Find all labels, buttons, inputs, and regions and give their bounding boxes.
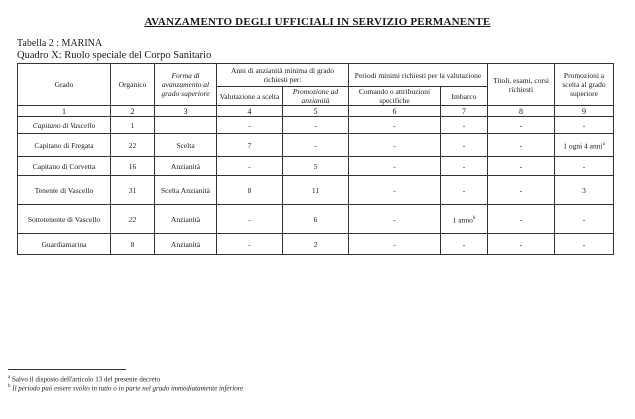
table-row	[18, 205, 614, 234]
footnote-b-text: Il periodo può essere svolto in tutto o in parte nel grado immediatamente inferiore	[12, 384, 244, 393]
organico-cell: 31	[111, 176, 155, 205]
promozione-cell: 6	[283, 205, 349, 234]
column-number: 5	[283, 106, 349, 117]
valutazione-cell: 7	[217, 134, 283, 157]
forma-cell: Scelta Anzianità	[155, 176, 217, 205]
comando-cell: -	[349, 205, 441, 234]
valutazione-cell: 8	[217, 176, 283, 205]
imbarco-cell: -	[441, 176, 488, 205]
table-row	[18, 157, 614, 176]
table-row	[18, 134, 614, 157]
titoli-cell: -	[488, 234, 555, 255]
comando-cell: -	[349, 234, 441, 255]
titoli-cell: -	[488, 205, 555, 234]
promozione-cell: 11	[283, 176, 349, 205]
promozioni-cell: -	[555, 117, 614, 134]
column-number: 2	[111, 106, 155, 117]
grado-cell: Capitano di Vascello	[18, 117, 111, 134]
grado-cell: Sottotenente di Vascello	[18, 205, 111, 234]
forma-cell	[155, 117, 217, 134]
header-forma: Forma di avanzamento al grado superiore	[155, 64, 217, 106]
comando-cell: -	[349, 134, 441, 157]
forma-cell: Anzianità	[155, 157, 217, 176]
column-number: 6	[349, 106, 441, 117]
footnote-ref-b: b	[472, 215, 476, 221]
valutazione-cell: -	[217, 234, 283, 255]
header-anni-group: Anni di anzianità minima di grado richiesti per:	[217, 64, 349, 87]
imbarco-cell: -	[441, 117, 488, 134]
promozioni-cell: -	[555, 205, 614, 234]
titoli-cell: -	[488, 117, 555, 134]
header-comando: Comando o attribuzioni specifiche	[349, 87, 441, 106]
forma-cell: Anzianità	[155, 234, 217, 255]
titoli-cell: -	[488, 176, 555, 205]
organico-cell: 22	[111, 134, 155, 157]
promozioni-value: 1 ogni 4 anni	[563, 141, 603, 151]
table-row	[18, 176, 614, 205]
promozione-cell: -	[283, 134, 349, 157]
titoli-cell: -	[488, 157, 555, 176]
promozioni-cell: -	[555, 234, 614, 255]
table-row	[18, 117, 614, 134]
imbarco-cell: -	[441, 134, 488, 157]
header-periodi-group: Periodi minimi richiesti per la valutazione	[349, 64, 488, 87]
document-title: AVANZAMENTO DEGLI UFFICIALI IN SERVIZIO PERMANENTE	[144, 16, 491, 28]
header-promozione-anzianita: Promozione ad anzianità	[283, 87, 349, 106]
promozioni-cell: -	[555, 157, 614, 176]
footnote-divider	[8, 369, 126, 370]
grado-cell: Capitano di Corvetta	[18, 157, 111, 176]
promozioni-cell: 3	[555, 176, 614, 205]
imbarco-cell: -	[441, 157, 488, 176]
comando-cell: -	[349, 176, 441, 205]
footnote-mark-a: a	[8, 375, 11, 380]
promotion-table	[17, 63, 614, 255]
imbarco-cell: -	[441, 234, 488, 255]
header-row-1	[18, 64, 614, 87]
promozioni-cell	[555, 134, 614, 157]
column-number: 7	[441, 106, 488, 117]
organico-cell: 16	[111, 157, 155, 176]
organico-cell: 1	[111, 117, 155, 134]
footnote-a	[8, 375, 160, 383]
column-number: 9	[555, 106, 614, 117]
footnote-ref-a: a	[602, 141, 605, 147]
forma-cell: Anzianità	[155, 205, 217, 234]
forma-cell: Scelta	[155, 134, 217, 157]
column-number: 8	[488, 106, 555, 117]
quadro-label: Quadro X: Ruolo speciale del Corpo Sanitario	[17, 50, 212, 61]
organico-cell: 8	[111, 234, 155, 255]
table-label: Tabella 2 : MARINA	[17, 38, 103, 49]
column-number: 3	[155, 106, 217, 117]
footnote-a-text: Salvo il disposto dell'articolo 13 del presente decreto	[11, 375, 161, 384]
column-number: 1	[18, 106, 111, 117]
header-titoli: Titoli, esami, corsi richiesti	[488, 64, 555, 106]
header-grado: Grado	[18, 64, 111, 106]
table-row	[18, 234, 614, 255]
header-promozioni-scelta: Promozioni a scelta al grado superiore	[555, 64, 614, 106]
header-imbarco: Imbarco	[441, 87, 488, 106]
header-organico: Organico	[111, 64, 155, 106]
column-number: 4	[217, 106, 283, 117]
promozione-cell: 5	[283, 157, 349, 176]
header-valutazione: Valutazione a scelta	[217, 87, 283, 106]
valutazione-cell: -	[217, 117, 283, 134]
footnote-mark-b: b	[8, 384, 11, 389]
footnote-b	[8, 384, 243, 392]
comando-cell: -	[349, 117, 441, 134]
promozione-cell: 2	[283, 234, 349, 255]
organico-cell: 22	[111, 205, 155, 234]
valutazione-cell: -	[217, 157, 283, 176]
imbarco-value: 1 anno	[452, 215, 473, 225]
comando-cell: -	[349, 157, 441, 176]
imbarco-cell	[441, 205, 488, 234]
column-number-row	[18, 106, 614, 117]
valutazione-cell: -	[217, 205, 283, 234]
grado-cell: Tenente di Vascello	[18, 176, 111, 205]
titoli-cell: -	[488, 134, 555, 157]
grado-cell: Capitano di Fregata	[18, 134, 111, 157]
grado-cell: Guardiamarina	[18, 234, 111, 255]
promozione-cell: -	[283, 117, 349, 134]
